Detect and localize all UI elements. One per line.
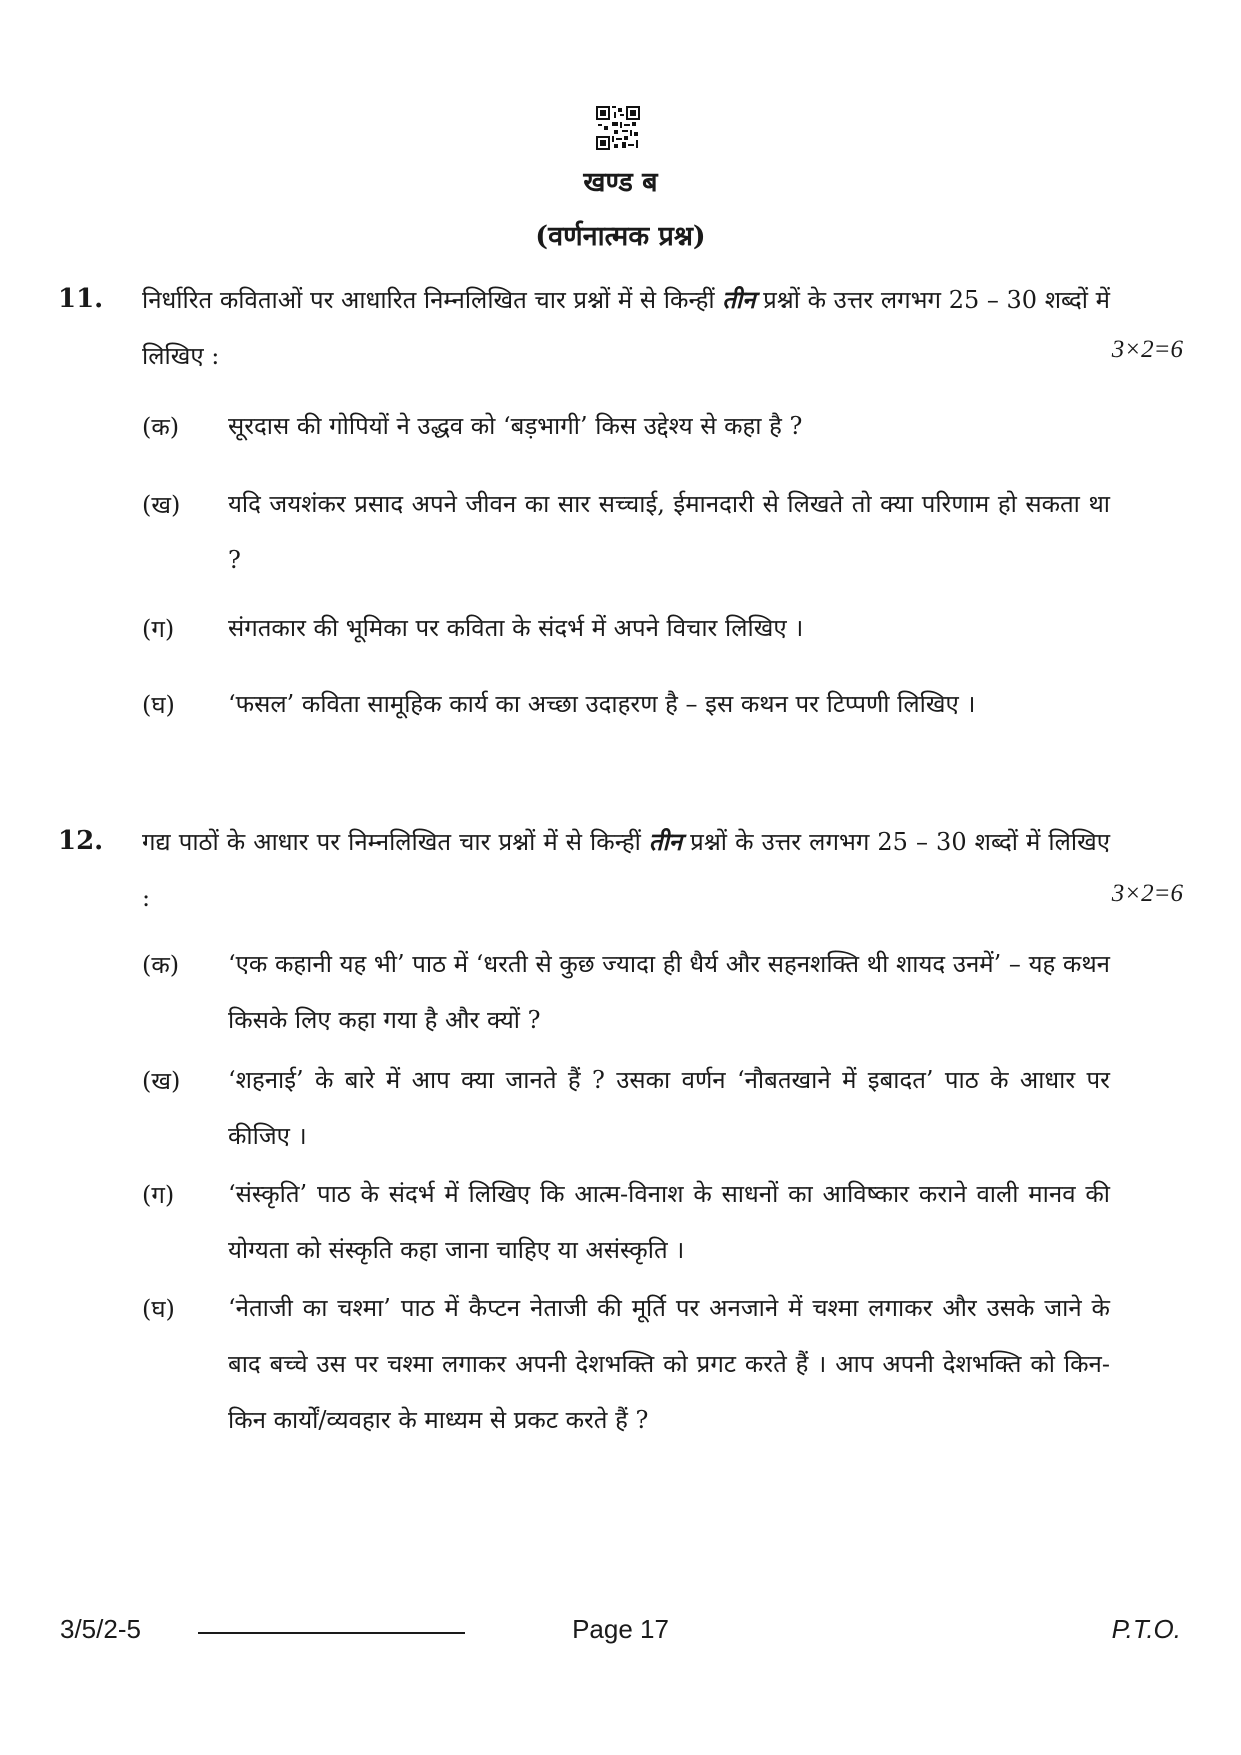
marks-allocation: 3×2=6 — [1111, 336, 1183, 363]
option-label: (ख) — [142, 491, 181, 519]
option-text: ‘नेताजी का चश्मा’ पाठ में कैप्टन नेताजी की मूर्ति पर अनजाने में चश्मा लगाकर और उसके जाने के बाद बच्चे उस पर चश्मा लगाकर अपनी देशभक्ति को प्रगट करते हैं । आप अपनी देशभक्ति को किन-किन कार्यों/व्यवहार के माध्यम से प्रकट करते हैं ? — [228, 1294, 1110, 1434]
question-stem-emphasis: तीन — [648, 827, 683, 856]
qr-code-icon — [596, 106, 640, 150]
option-label: (घ) — [142, 1295, 175, 1323]
pto-label: P.T.O. — [1111, 1614, 1181, 1644]
question-stem — [142, 272, 1110, 384]
option-label: (क) — [142, 413, 180, 441]
question-stem-emphasis: तीन — [722, 285, 756, 314]
question-stem-text: निर्धारित कविताओं पर आधारित निम्नलिखित चार प्रश्नों में से किन्हीं — [142, 286, 723, 314]
question-stem — [142, 814, 1110, 926]
option-text: यदि जयशंकर प्रसाद अपने जीवन का सार सच्चाई, ईमानदारी से लिखते तो क्या परिणाम हो सकता था ? — [228, 490, 1110, 574]
option-text: सूरदास की गोपियों ने उद्धव को ‘बड़भागी’ किस उद्देश्य से कहा है ? — [228, 412, 803, 440]
question-number: 11. — [58, 284, 104, 314]
marks-allocation: 3×2=6 — [1111, 880, 1183, 907]
option-text: ‘फसल’ कविता सामूहिक कार्य का अच्छा उदाहरण है – इस कथन पर टिप्पणी लिखिए । — [228, 690, 976, 718]
option-text: संगतकार की भूमिका पर कविता के संदर्भ में अपने विचार लिखिए । — [228, 614, 804, 642]
option-label: (घ) — [142, 691, 175, 719]
question-stem-text: गद्य पाठों के आधार पर निम्नलिखित चार प्रश्नों में से किन्हीं — [142, 828, 649, 856]
option-label: (ख) — [142, 1067, 181, 1095]
question-stem-text: प्रश्नों के उत्तर लगभग 25 – 30 शब्दों में लिखिए : — [142, 828, 1110, 912]
question-stem-text: प्रश्नों के उत्तर लगभग 25 – 30 शब्दों में लिखिए : — [142, 286, 1110, 370]
option-text: ‘एक कहानी यह भी’ पाठ में ‘धरती से कुछ ज्यादा ही धैर्य और सहनशक्ति थी शायद उनमें’ – यह कथन किसके लिए कहा गया है और क्यों ? — [228, 950, 1110, 1034]
section-title: खण्ड ब — [583, 167, 658, 198]
option-label: (ग) — [142, 615, 175, 643]
option-text: ‘शहनाई’ के बारे में आप क्या जानते हैं ? उसका वर्णन ‘नौबतखाने में इबादत’ पाठ के आधार पर कीजिए । — [228, 1066, 1110, 1150]
paper-code: 3/5/2-5 — [60, 1614, 141, 1644]
section-subtitle: (वर्णनात्मक प्रश्न) — [535, 221, 706, 252]
option-label: (क) — [142, 951, 180, 979]
page-number: Page 17 — [572, 1614, 669, 1644]
question-number: 12. — [58, 826, 104, 856]
option-label: (ग) — [142, 1181, 175, 1209]
option-text: ‘संस्कृति’ पाठ के संदर्भ में लिखिए कि आत्म-विनाश के साधनों का आविष्कार कराने वाली मानव की योग्यता को संस्कृति कहा जाना चाहिए या असंस्कृति । — [228, 1180, 1110, 1264]
